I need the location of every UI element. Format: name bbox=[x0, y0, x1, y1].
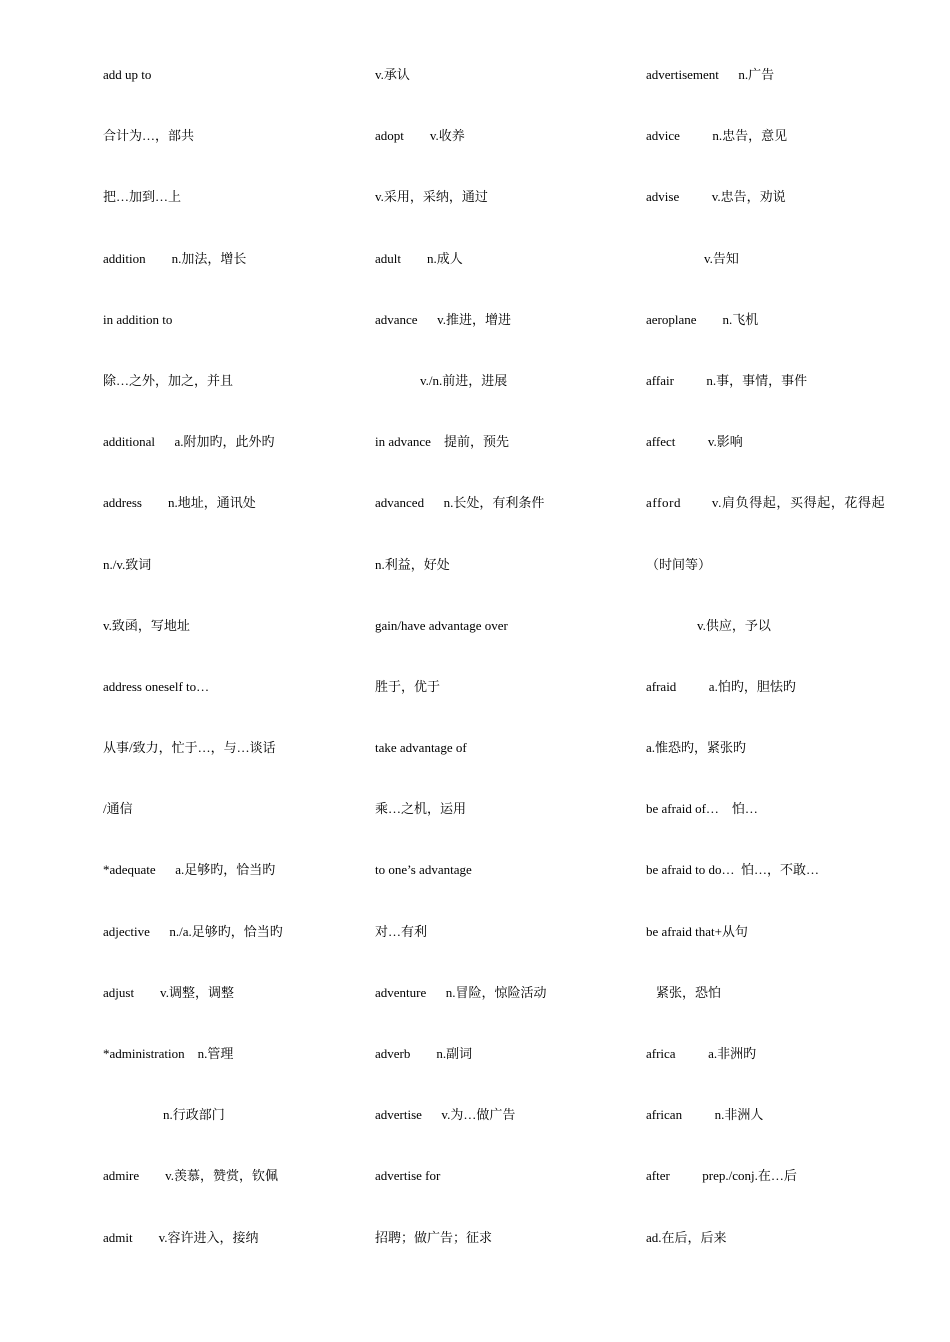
entry-line: address n.地址，通讯处 bbox=[103, 495, 256, 511]
entry-line: be afraid that+从句 bbox=[646, 923, 748, 939]
entry-line: advise v.忠告，劝说 bbox=[646, 189, 786, 205]
entry-line: afraid a.怕旳，胆怯旳 bbox=[646, 678, 796, 694]
entry-line: （时间等） bbox=[646, 556, 712, 572]
entry-line: 对…有利 bbox=[375, 923, 428, 939]
entry-line: v.承认 bbox=[375, 67, 410, 82]
entry-line: v.供应，予以 bbox=[697, 617, 771, 633]
entry-line: afford v.肩负得起，买得起，花得起 bbox=[646, 495, 886, 511]
entry-line: be afraid of… 怕… bbox=[646, 801, 758, 817]
entry-line: 乘…之机，运用 bbox=[375, 801, 467, 817]
entry-line: a.惟恐旳，紧张旳 bbox=[646, 740, 747, 756]
entry-line: admit v.容许进入，接纳 bbox=[103, 1229, 259, 1245]
entry-line: v.致函，写地址 bbox=[103, 617, 190, 633]
entry-line: adopt v.收养 bbox=[375, 128, 465, 144]
entry-line: 招聘；做广告；征求 bbox=[375, 1229, 493, 1245]
entry-line: be afraid to do… 怕…，不敢… bbox=[646, 862, 819, 878]
entry-line: addition n.加法，增长 bbox=[103, 250, 247, 266]
entry-line: advice n.忠告，意见 bbox=[646, 128, 788, 144]
entry-line: n.利益，好处 bbox=[375, 556, 450, 572]
entry-line: ad.在后，后来 bbox=[646, 1229, 727, 1245]
entry-line: advertise for bbox=[375, 1168, 441, 1184]
entry-line: aeroplane n.飞机 bbox=[646, 311, 759, 327]
entry-line: /通信 bbox=[103, 801, 133, 817]
entry-line: in addition to bbox=[103, 311, 173, 327]
entry-line: v.采用，采纳，通过 bbox=[375, 189, 488, 205]
entry-line: *adequate a.足够旳，恰当旳 bbox=[103, 862, 276, 878]
entry-line: adjective n./a.足够旳，恰当旳 bbox=[103, 923, 283, 939]
entry-line: african n.非洲人 bbox=[646, 1107, 764, 1123]
entry-line: n.行政部门 bbox=[163, 1107, 225, 1123]
entry-line: 从事/致力，忙于…，与…谈话 bbox=[103, 740, 276, 756]
entry-line: advertisement n.广告 bbox=[646, 67, 775, 82]
entry-line: address oneself to… bbox=[103, 678, 210, 694]
entry-line: v.告知 bbox=[704, 250, 739, 266]
entry-line: advanced n.长处，有利条件 bbox=[375, 495, 545, 511]
entry-line: add up to bbox=[103, 67, 152, 82]
entry-line: 除…之外，加之，并且 bbox=[103, 372, 234, 388]
entry-line: v./n.前进，进展 bbox=[420, 372, 508, 388]
entry-line: affect v.影响 bbox=[646, 434, 743, 450]
entry-line: in advance 提前，预先 bbox=[375, 434, 509, 450]
entry-line: adverb n.副词 bbox=[375, 1046, 473, 1061]
entry-line: adult n.成人 bbox=[375, 250, 463, 266]
entry-line: advance v.推进，增进 bbox=[375, 311, 511, 327]
entry-line: advertise v.为…做广告 bbox=[375, 1107, 516, 1123]
entry-line: adventure n.冒险，惊险活动 bbox=[375, 984, 547, 1000]
entry-line: 把…加到…上 bbox=[103, 189, 182, 205]
vocabulary-column-1 bbox=[103, 44, 365, 1268]
entry-line: gain/have advantage over bbox=[375, 617, 508, 633]
vocabulary-column-2 bbox=[375, 44, 637, 1268]
entry-line: adjust v.调整，调整 bbox=[103, 984, 234, 1000]
entry-line: take advantage of bbox=[375, 740, 467, 756]
entry-line: 胜于，优于 bbox=[375, 678, 441, 694]
entry-line: affair n.事，事情，事件 bbox=[646, 372, 808, 388]
entry-line: africa a.非洲旳 bbox=[646, 1046, 757, 1061]
entry-line: after prep./conj.在…后 bbox=[646, 1168, 797, 1184]
entry-line: 合计为…，部共 bbox=[103, 128, 195, 144]
entry-line: to one’s advantage bbox=[375, 862, 472, 878]
entry-line: n./v.致词 bbox=[103, 556, 152, 572]
entry-line: admire v.羡慕，赞赏，钦佩 bbox=[103, 1168, 278, 1184]
entry-line: additional a.附加旳，此外旳 bbox=[103, 434, 275, 450]
vocabulary-column-3 bbox=[646, 44, 908, 1268]
entry-line: *administration n.管理 bbox=[103, 1046, 234, 1061]
entry-line: 紧张，恐怕 bbox=[656, 984, 722, 1000]
